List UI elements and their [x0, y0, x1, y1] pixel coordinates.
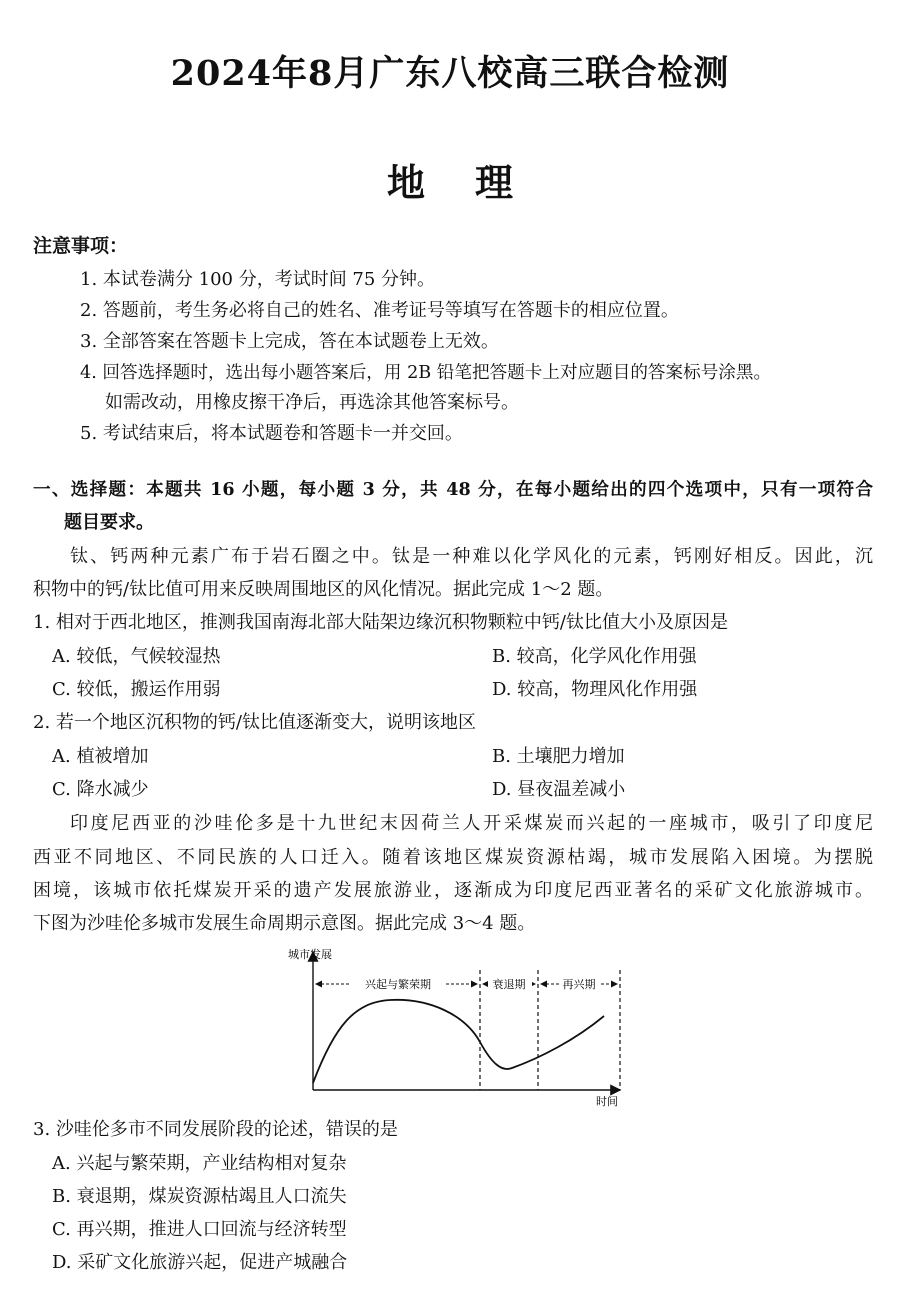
phase-label-decline: 衰退期 [492, 978, 526, 991]
q3-option-d: D. 采矿文化旅游兴起，促进产城融合 [52, 1252, 348, 1273]
y-axis-label: 城市发展 [288, 948, 332, 961]
exam-title: 2024年8月广东八校高三联合检测 [170, 53, 730, 94]
notice-item-1: 1. 本试卷满分 100 分，考试时间 75 分钟。 [80, 269, 436, 290]
q3-option-a: A. 兴起与繁荣期，产业结构相对复杂 [52, 1153, 347, 1174]
q1-option-d: D. 较高，物理风化作用强 [492, 679, 698, 700]
section-heading: 一、选择题：本题共 16 小题，每小题 3 分，共 48 分，在每小题给出的四个选项中，只有一项符合 [33, 479, 873, 500]
notice-item-4: 4. 回答选择题时，选出每小题答案后，用 2B 铅笔把答题卡上对应题目的答案标号涂黑。 [80, 363, 772, 383]
notice-heading: 注意事项： [33, 235, 129, 257]
notice-item-5: 5. 考试结束后，将本试题卷和答题卡一并交回。 [80, 423, 463, 444]
x-axis-label: 时间 [596, 1095, 618, 1108]
q1-option-a: A. 较低，气候较湿热 [52, 646, 221, 667]
passage2-line4: 下图为沙哇伦多城市发展生命周期示意图。据此完成 3～4 题。 [33, 913, 536, 934]
notice-item-4-cont: 如需改动，用橡皮擦干净后，再选涂其他答案标号。 [105, 392, 519, 413]
passage2-line1: 印度尼西亚的沙哇伦多是十九世纪末因荷兰人开采煤炭而兴起的一座城市，吸引了印度尼 [70, 813, 873, 834]
passage2-line2: 西亚不同地区、不同民族的人口迁入。随着该地区煤炭资源枯竭，城市发展陷入困境。为摆脱 [33, 847, 873, 868]
q3-stem: 3. 沙哇伦多市不同发展阶段的论述，错误的是 [33, 1119, 398, 1140]
q2-option-c: C. 降水减少 [52, 779, 149, 800]
passage2-line3: 困境，该城市依托煤炭开采的遗产发展旅游业，逐渐成为印度尼西亚著名的采矿文化旅游城市。 [33, 880, 873, 901]
q1-option-c: C. 较低，搬运作用弱 [52, 679, 221, 700]
q1-option-b: B. 较高，化学风化作用强 [492, 646, 697, 667]
city-lifecycle-chart [280, 940, 640, 1110]
q3-option-b: B. 衰退期，煤炭资源枯竭且人口流失 [52, 1186, 347, 1207]
notice-item-3: 3. 全部答案在答题卡上完成，答在本试题卷上无效。 [80, 331, 499, 352]
passage1-line1: 钛、钙两种元素广布于岩石圈之中。钛是一种难以化学风化的元素，钙刚好相反。因此，沉 [70, 546, 873, 567]
q3-option-c: C. 再兴期，推进人口回流与经济转型 [52, 1219, 347, 1240]
q2-option-b: B. 土壤肥力增加 [492, 746, 625, 767]
development-curve [313, 1000, 604, 1083]
phase-label-rise: 兴起与繁荣期 [365, 978, 431, 991]
q2-option-d: D. 昼夜温差减小 [492, 779, 626, 800]
q2-stem: 2. 若一个地区沉积物的钙/钛比值逐渐变大，说明该地区 [33, 712, 476, 733]
section-heading-cont: 题目要求。 [64, 512, 154, 533]
notice-item-2: 2. 答题前，考生务必将自己的姓名、准考证号等填写在答题卡的相应位置。 [80, 300, 679, 321]
q2-option-a: A. 植被增加 [52, 746, 149, 767]
passage1-line2: 积物中的钙/钛比值可用来反映周围地区的风化情况。据此完成 1～2 题。 [33, 579, 614, 600]
q1-stem: 1. 相对于西北地区，推测我国南海北部大陆架边缘沉积物颗粒中钙/钛比值大小及原因是 [33, 612, 728, 633]
phase-label-revival: 再兴期 [562, 978, 596, 991]
subject-title: 地理 [386, 160, 563, 205]
